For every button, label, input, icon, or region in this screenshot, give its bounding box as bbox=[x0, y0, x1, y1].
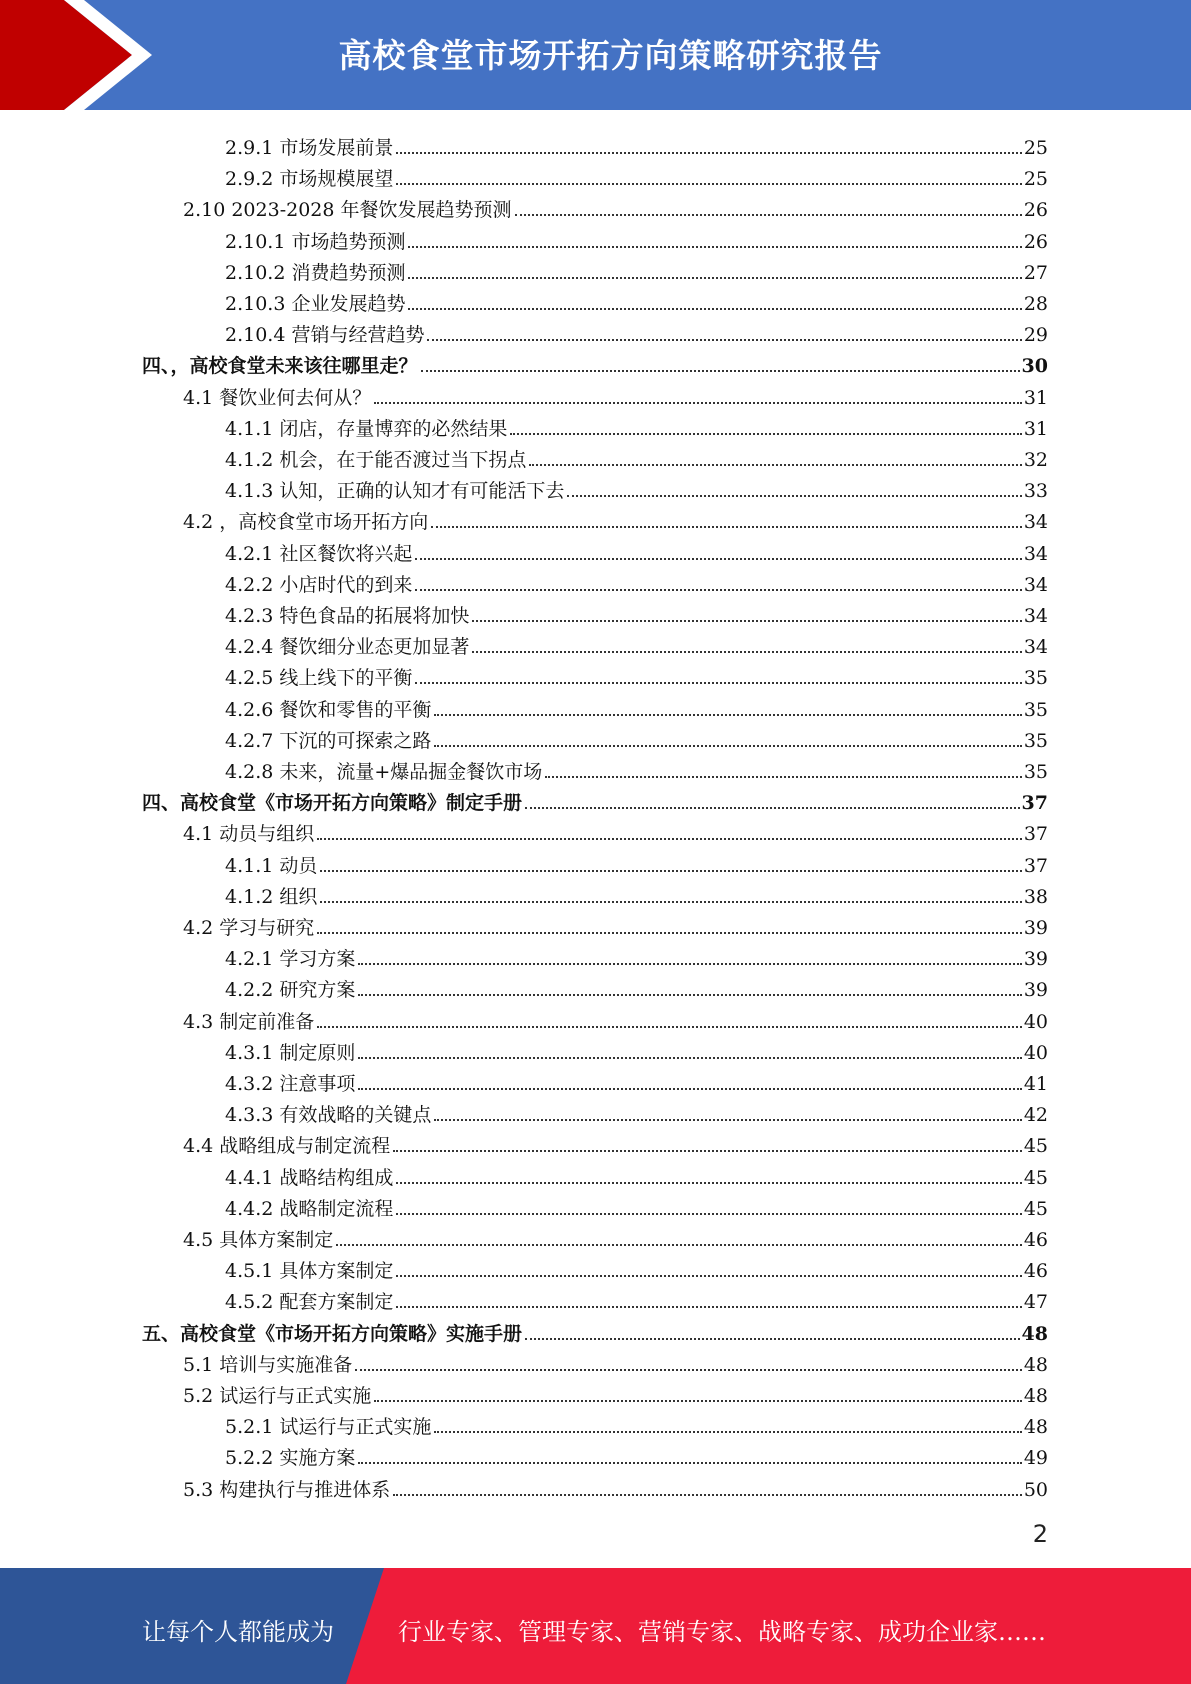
toc-entry-page: 38 bbox=[1023, 885, 1048, 908]
toc-entry-title: 4.2.2 研究方案 bbox=[225, 979, 356, 1002]
toc-entry-page: 32 bbox=[1023, 449, 1048, 471]
toc-dot-leader bbox=[396, 1306, 1021, 1308]
toc-entry-title: 4.2.3 特色食品的拓展将加快 bbox=[225, 605, 470, 627]
toc-entry-title: 4.1.3 认知，正确的认知才有可能活下去 bbox=[225, 480, 565, 503]
toc-entry[interactable] bbox=[225, 721, 1048, 752]
toc-entry-page: 37 bbox=[1023, 854, 1048, 877]
toc-entry-page: 39 bbox=[1023, 948, 1048, 971]
toc-entry-title: 5.3 构建执行与推进体系 bbox=[183, 1478, 391, 1501]
toc-entry-page: 45 bbox=[1023, 1197, 1048, 1220]
toc-dot-leader bbox=[434, 1431, 1021, 1433]
toc-entry[interactable] bbox=[225, 939, 1048, 970]
toc-entry[interactable] bbox=[225, 1158, 1048, 1189]
toc-entry[interactable] bbox=[225, 846, 1048, 877]
toc-dot-leader bbox=[393, 1494, 1022, 1496]
toc-entry-page: 26 bbox=[1023, 230, 1048, 253]
toc-dot-leader bbox=[431, 526, 1022, 528]
toc-entry-title: 2.10.1 市场趋势预测 bbox=[225, 230, 406, 253]
toc-entry-title: 2.10.2 消费趋势预测 bbox=[225, 261, 406, 284]
toc-entry-title: 四、，高校食堂未来该往哪里走？ bbox=[142, 355, 418, 378]
toc-entry[interactable] bbox=[225, 596, 1048, 627]
toc-entry[interactable] bbox=[225, 1064, 1048, 1095]
toc-entry-page: 49 bbox=[1023, 1447, 1048, 1470]
toc-entry[interactable] bbox=[225, 690, 1048, 721]
toc-entry-title: 5.2 试运行与正式实施 bbox=[183, 1385, 372, 1407]
toc-entry-page: 48 bbox=[1023, 1416, 1048, 1439]
toc-entry-title: 4.3 制定前准备 bbox=[183, 1010, 315, 1033]
toc-entry-page: 25 bbox=[1023, 137, 1048, 159]
toc-dot-leader bbox=[472, 651, 1021, 653]
toc-entry[interactable] bbox=[225, 1438, 1048, 1469]
toc-entry-title: 4.1 动员与组织 bbox=[183, 823, 315, 846]
toc-entry[interactable] bbox=[142, 1314, 1048, 1345]
toc-entry-title: 4.1 餐饮业何去何从？ bbox=[183, 386, 372, 409]
toc-entry-page: 45 bbox=[1023, 1135, 1048, 1158]
toc-entry-page: 35 bbox=[1023, 729, 1048, 752]
toc-entry-title: 4.4 战略组成与制定流程 bbox=[183, 1135, 391, 1158]
toc-dot-leader bbox=[396, 152, 1021, 154]
toc-entry[interactable] bbox=[183, 1376, 1048, 1407]
toc-entry-title: 4.2 ，高校食堂市场开拓方向 bbox=[183, 511, 429, 534]
toc-entry-page: 34 bbox=[1023, 542, 1048, 565]
toc-entry-title: 4.5 具体方案制定 bbox=[183, 1229, 334, 1251]
toc-entry-title: 4.1.1 动员 bbox=[225, 854, 318, 877]
toc-entry-title: 2.9.2 市场规模展望 bbox=[225, 168, 394, 191]
toc-entry-page: 37 bbox=[1023, 823, 1048, 846]
page-footer bbox=[0, 1568, 1191, 1684]
toc-dot-leader bbox=[358, 1462, 1021, 1464]
toc-entry-page: 31 bbox=[1023, 417, 1048, 440]
toc-entry-page: 40 bbox=[1023, 1041, 1048, 1064]
toc-entry-page: 34 bbox=[1023, 511, 1048, 534]
page-header bbox=[0, 0, 1191, 110]
toc-entry[interactable] bbox=[225, 627, 1048, 658]
toc-dot-leader bbox=[545, 776, 1022, 778]
toc-entry-page: 41 bbox=[1023, 1073, 1048, 1095]
toc-entry[interactable] bbox=[225, 1189, 1048, 1220]
toc-dot-leader bbox=[415, 558, 1021, 560]
toc-entry[interactable] bbox=[225, 159, 1048, 190]
toc-dot-leader bbox=[396, 1275, 1021, 1277]
toc-entry-title: 2.9.1 市场发展前景 bbox=[225, 137, 394, 159]
toc-dot-leader bbox=[408, 277, 1021, 279]
toc-entry-title: 2.10.3 企业发展趋势 bbox=[225, 293, 406, 315]
toc-entry[interactable] bbox=[225, 128, 1048, 159]
toc-entry-page: 48 bbox=[1023, 1353, 1048, 1376]
toc-dot-leader bbox=[415, 682, 1021, 684]
toc-dot-leader bbox=[421, 370, 1020, 372]
toc-dot-leader bbox=[515, 214, 1022, 216]
toc-entry-title: 2.10 2023-2028 年餐饮发展趋势预测 bbox=[183, 199, 512, 222]
toc-entry-page: 25 bbox=[1023, 168, 1048, 191]
toc-entry-title: 4.2.5 线上线下的平衡 bbox=[225, 667, 413, 690]
toc-entry-page: 39 bbox=[1023, 917, 1048, 939]
toc-dot-leader bbox=[529, 464, 1021, 466]
toc-entry[interactable] bbox=[142, 346, 1048, 377]
toc-entry[interactable] bbox=[225, 315, 1048, 346]
toc-entry-title: 5.1 培训与实施准备 bbox=[183, 1353, 353, 1376]
toc-dot-leader bbox=[408, 246, 1021, 248]
toc-entry-title: 4.2.6 餐饮和零售的平衡 bbox=[225, 698, 432, 721]
toc-entry-page: 34 bbox=[1023, 636, 1048, 659]
toc-entry-page: 39 bbox=[1023, 979, 1048, 1002]
toc-entry[interactable] bbox=[225, 1282, 1048, 1313]
toc-entry-title: 五、高校食堂《市场开拓方向策略》实施手册 bbox=[142, 1322, 523, 1345]
toc-entry[interactable] bbox=[183, 1345, 1048, 1376]
toc-entry[interactable] bbox=[225, 752, 1048, 783]
toc-dot-leader bbox=[525, 1338, 1020, 1340]
toc-entry-page: 37 bbox=[1021, 792, 1048, 815]
toc-entry[interactable] bbox=[225, 409, 1048, 440]
toc-dot-leader bbox=[358, 1057, 1021, 1059]
toc-entry-title: 4.2.7 下沉的可探索之路 bbox=[225, 729, 432, 752]
toc-entry-title: 4.2.1 学习方案 bbox=[225, 948, 356, 971]
toc-dot-leader bbox=[434, 745, 1021, 747]
toc-entry-title: 4.5.2 配套方案制定 bbox=[225, 1291, 394, 1314]
toc-dot-leader bbox=[320, 870, 1021, 872]
toc-entry[interactable] bbox=[183, 1470, 1048, 1501]
toc-entry-page: 28 bbox=[1023, 293, 1048, 315]
toc-entry-page: 47 bbox=[1023, 1291, 1048, 1314]
toc-entry-page: 50 bbox=[1023, 1478, 1048, 1501]
toc-entry[interactable] bbox=[225, 1033, 1048, 1064]
toc-entry-page: 35 bbox=[1023, 761, 1048, 783]
report-title: 高校食堂市场开拓方向策略研究报告 bbox=[338, 36, 883, 75]
toc-entry-title: 4.3.2 注意事项 bbox=[225, 1073, 356, 1095]
toc-entry[interactable] bbox=[183, 1126, 1048, 1157]
toc-entry-page: 30 bbox=[1021, 355, 1048, 378]
toc-entry-page: 35 bbox=[1023, 698, 1048, 721]
toc-dot-leader bbox=[317, 932, 1022, 934]
toc-entry-page: 48 bbox=[1021, 1322, 1048, 1345]
toc-entry[interactable] bbox=[225, 284, 1048, 315]
toc-entry[interactable] bbox=[183, 502, 1048, 533]
toc-entry-page: 34 bbox=[1023, 573, 1048, 596]
toc-dot-leader bbox=[358, 1088, 1021, 1090]
toc-entry[interactable] bbox=[225, 253, 1048, 284]
toc-entry[interactable] bbox=[225, 534, 1048, 565]
toc-entry-page: 45 bbox=[1023, 1166, 1048, 1189]
toc-dot-leader bbox=[374, 1400, 1022, 1402]
footer-careers: 行业专家、管理专家、营销专家、战略专家、成功企业家…… bbox=[398, 1618, 1046, 1646]
toc-entry[interactable] bbox=[225, 440, 1048, 471]
toc-entry[interactable] bbox=[183, 190, 1048, 221]
toc-dot-leader bbox=[415, 589, 1021, 591]
toc-dot-leader bbox=[317, 1026, 1022, 1028]
toc-dot-leader bbox=[510, 433, 1021, 435]
toc-dot-leader bbox=[358, 963, 1021, 965]
toc-entry-page: 48 bbox=[1023, 1385, 1048, 1407]
toc-entry-title: 4.2.4 餐饮细分业态更加显著 bbox=[225, 636, 470, 659]
toc-entry[interactable] bbox=[225, 1407, 1048, 1438]
toc-entry-title: 4.2 学习与研究 bbox=[183, 917, 315, 939]
toc-entry[interactable] bbox=[183, 1002, 1048, 1033]
toc-entry[interactable] bbox=[225, 658, 1048, 689]
toc-entry[interactable] bbox=[225, 1095, 1048, 1126]
toc-dot-leader bbox=[434, 714, 1021, 716]
toc-dot-leader bbox=[374, 402, 1022, 404]
toc-entry[interactable] bbox=[225, 1251, 1048, 1282]
footer-slogan: 让每个人都能成为 bbox=[142, 1618, 334, 1646]
toc-dot-leader bbox=[408, 308, 1021, 310]
toc-entry-page: 34 bbox=[1023, 605, 1048, 627]
toc-dot-leader bbox=[396, 1213, 1021, 1215]
toc-entry-page: 42 bbox=[1023, 1104, 1048, 1127]
toc-entry-title: 4.2.1 社区餐饮将兴起 bbox=[225, 542, 413, 565]
toc-entry-title: 5.2.1 试运行与正式实施 bbox=[225, 1416, 432, 1439]
toc-dot-leader bbox=[355, 1369, 1022, 1371]
page-number: 2 bbox=[1032, 1520, 1048, 1548]
toc-entry-title: 4.1.2 机会，在于能否渡过当下拐点 bbox=[225, 449, 527, 471]
toc-entry-page: 40 bbox=[1023, 1010, 1048, 1033]
toc-dot-leader bbox=[358, 994, 1021, 996]
toc-entry[interactable] bbox=[225, 877, 1048, 908]
toc-entry[interactable] bbox=[183, 814, 1048, 845]
toc-entry-page: 29 bbox=[1023, 324, 1048, 347]
toc-dot-leader bbox=[396, 1182, 1021, 1184]
toc-entry[interactable] bbox=[225, 565, 1048, 596]
toc-dot-leader bbox=[320, 901, 1021, 903]
toc-entry-title: 2.10.4 营销与经营趋势 bbox=[225, 324, 425, 347]
toc-entry-title: 4.2.8 未来，流量+爆品掘金餐饮市场 bbox=[225, 761, 543, 783]
toc-entry-title: 四、高校食堂《市场开拓方向策略》制定手册 bbox=[142, 792, 523, 815]
toc-dot-leader bbox=[525, 807, 1020, 809]
toc-dot-leader bbox=[336, 1244, 1022, 1246]
toc-entry-title: 4.3.1 制定原则 bbox=[225, 1041, 356, 1064]
toc-entry-title: 5.2.2 实施方案 bbox=[225, 1447, 356, 1470]
toc-entry-page: 27 bbox=[1023, 261, 1048, 284]
toc-dot-leader bbox=[472, 620, 1021, 622]
toc-entry[interactable] bbox=[183, 378, 1048, 409]
toc-entry-title: 4.4.1 战略结构组成 bbox=[225, 1166, 394, 1189]
toc-entry-title: 4.2.2 小店时代的到来 bbox=[225, 573, 413, 596]
toc-entry-page: 33 bbox=[1023, 480, 1048, 503]
toc-entry[interactable] bbox=[142, 783, 1048, 814]
toc-entry[interactable] bbox=[225, 970, 1048, 1001]
toc-dot-leader bbox=[393, 1150, 1022, 1152]
toc-dot-leader bbox=[317, 838, 1022, 840]
toc-entry[interactable] bbox=[183, 908, 1048, 939]
toc-entry-title: 4.1.2 组织 bbox=[225, 885, 318, 908]
toc-dot-leader bbox=[434, 1119, 1021, 1121]
toc-entry-title: 4.3.3 有效战略的关键点 bbox=[225, 1104, 432, 1127]
toc-entry[interactable] bbox=[225, 471, 1048, 502]
toc-dot-leader bbox=[567, 495, 1021, 497]
toc-entry-page: 46 bbox=[1023, 1260, 1048, 1283]
toc-dot-leader bbox=[427, 339, 1021, 341]
toc-entry-title: 4.4.2 战略制定流程 bbox=[225, 1197, 394, 1220]
toc-entry-title: 4.5.1 具体方案制定 bbox=[225, 1260, 394, 1283]
toc-entry-page: 26 bbox=[1023, 199, 1048, 222]
toc-entry[interactable] bbox=[183, 1220, 1048, 1251]
toc-entry[interactable] bbox=[225, 222, 1048, 253]
toc-entry-page: 35 bbox=[1023, 667, 1048, 690]
toc-entry-page: 46 bbox=[1023, 1229, 1048, 1251]
toc-entry-page: 31 bbox=[1023, 386, 1048, 409]
toc-entry-title: 4.1.1 闭店，存量博弈的必然结果 bbox=[225, 417, 508, 440]
toc-dot-leader bbox=[396, 183, 1021, 185]
